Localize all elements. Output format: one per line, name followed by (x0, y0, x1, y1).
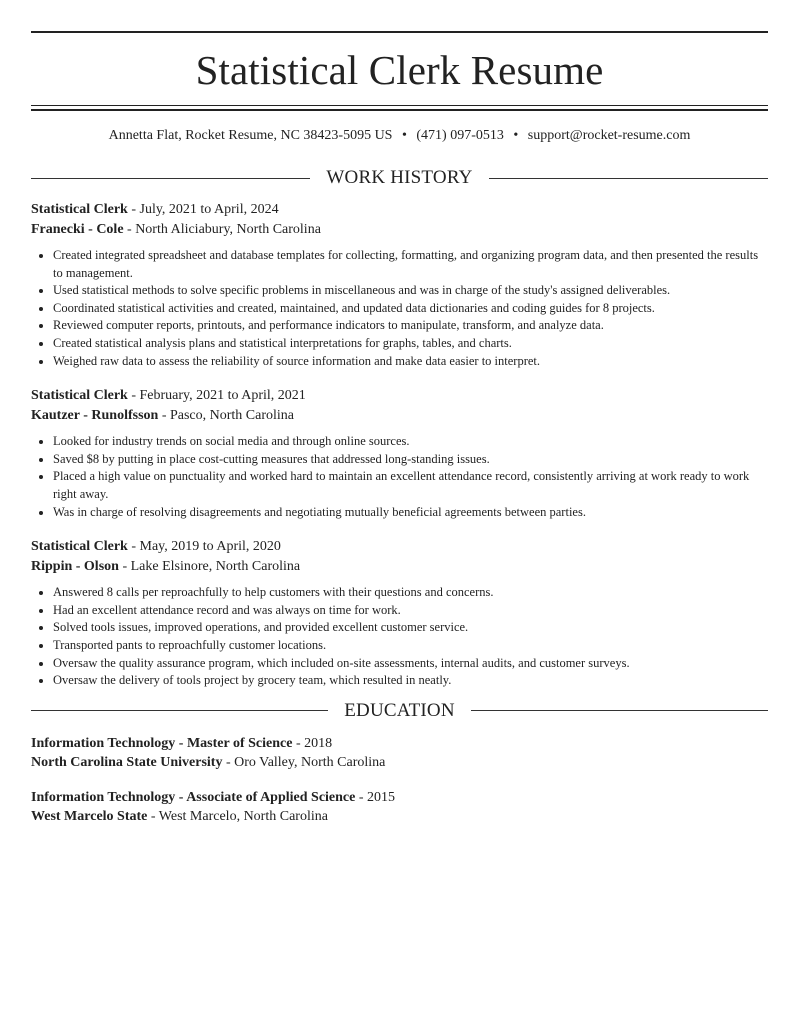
degree-year: - 2018 (292, 735, 333, 751)
job-dates: - May, 2019 to April, 2020 (127, 539, 281, 555)
work-history-heading (31, 166, 768, 190)
degree: Information Technology - Associate of Applied Science (31, 789, 356, 805)
title-rule-thick (31, 109, 768, 111)
job-entry (31, 386, 768, 521)
list-item: • Created statistical analysis plans and statistical interpretations for graphs, tables, and charts. (53, 335, 768, 353)
list-item: • Solved tools issues, improved operations, and provided excellent customer service. (53, 619, 768, 637)
contact-address: Annetta Flat, Rocket Resume, NC 38423-5095 US (108, 128, 393, 143)
job-company: Kautzer - Runolfsson (31, 407, 159, 423)
job-dates: - February, 2021 to April, 2021 (127, 388, 306, 404)
heading-rule-left (31, 710, 328, 711)
contact-email: support@rocket-resume.com (527, 128, 691, 143)
degree-line (31, 788, 768, 808)
job-company: Franecki - Cole (31, 221, 124, 237)
school-line (31, 753, 768, 773)
heading-rule-right (471, 710, 768, 711)
contact-phone: (471) 097-0513 (416, 128, 504, 143)
degree-year: - 2015 (355, 789, 396, 805)
list-item: • Created integrated spreadsheet and database templates for collecting, formatting, and organizing program data, and then presented the results to management. (53, 247, 768, 282)
school: North Carolina State University (31, 755, 223, 771)
list-item: • Used statistical methods to solve specific problems in miscellaneous and was in charge of the study's assigned deliverables. (53, 282, 768, 300)
job-title-line (31, 200, 768, 220)
degree-line (31, 734, 768, 754)
top-rule (31, 31, 768, 33)
list-item: • Was in charge of resolving disagreements and negotiating mutually beneficial agreements between parties. (53, 504, 768, 522)
education-entry (31, 788, 768, 827)
job-company-line (31, 220, 768, 240)
list-item: • Oversaw the delivery of tools project by grocery team, which resulted in neatly. (53, 672, 768, 690)
job-entry (31, 200, 768, 370)
job-company-line (31, 406, 768, 426)
degree: Information Technology - Master of Science (31, 735, 293, 751)
school: West Marcelo State (31, 809, 148, 825)
job-bullets (31, 584, 768, 690)
section-title: EDUCATION (344, 699, 455, 721)
heading-rule-left (31, 178, 310, 179)
job-location: - Lake Elsinore, North Carolina (118, 558, 301, 574)
job-title: Statistical Clerk (31, 539, 128, 555)
list-item: • Weighed raw data to assess the reliability of source information and make data easier to interpret. (53, 353, 768, 371)
job-title-line (31, 537, 768, 557)
job-entry (31, 537, 768, 690)
title-rule-thin (31, 105, 768, 106)
section-title: WORK HISTORY (326, 167, 473, 188)
list-item: • Coordinated statistical activities and created, maintained, and updated data dictionaries and coding guides for 8 projects. (53, 300, 768, 318)
job-title: Statistical Clerk (31, 202, 128, 217)
list-item: • Answered 8 calls per reproachfully to help customers with their questions and concerns. (53, 584, 768, 602)
job-company: Rippin - Olson (31, 558, 119, 574)
job-title-line (31, 386, 768, 406)
list-item: • Looked for industry trends on social media and through online sources. (53, 433, 768, 451)
job-location: - North Aliciabury, North Carolina (123, 221, 321, 237)
job-company-line (31, 557, 768, 577)
bullet-separator-icon: • (513, 128, 519, 143)
job-dates: - July, 2021 to April, 2024 (127, 202, 279, 217)
job-location: - Pasco, North Carolina (158, 407, 295, 423)
job-bullets (31, 433, 768, 521)
school-location: - Oro Valley, North Carolina (222, 755, 386, 771)
school-line (31, 807, 768, 827)
page-title: Statistical Clerk Resume (195, 47, 604, 93)
list-item: • Placed a high value on punctuality and worked hard to maintain an excellent attendance record, consistently arriving at work ready to work right away. (53, 468, 768, 503)
education-entry (31, 734, 768, 773)
list-item: • Oversaw the quality assurance program, which included on-site assessments, internal audits, and customer surveys. (53, 655, 768, 673)
job-bullets (31, 247, 768, 370)
education-heading (31, 699, 768, 723)
list-item: • Reviewed computer reports, printouts, and performance indicators to manipulate, transform, and analyze data. (53, 317, 768, 335)
heading-rule-right (489, 178, 768, 179)
bullet-separator-icon: • (401, 128, 407, 143)
school-location: - West Marcelo, North Carolina (147, 809, 328, 825)
list-item: • Had an excellent attendance record and was always on time for work. (53, 602, 768, 620)
list-item: • Transported pants to reproachfully customer locations. (53, 637, 768, 655)
resume-page (31, 0, 768, 827)
contact-line (31, 127, 768, 145)
list-item: • Saved $8 by putting in place cost-cutting measures that addressed long-standing issues. (53, 451, 768, 469)
job-title: Statistical Clerk (31, 388, 128, 404)
